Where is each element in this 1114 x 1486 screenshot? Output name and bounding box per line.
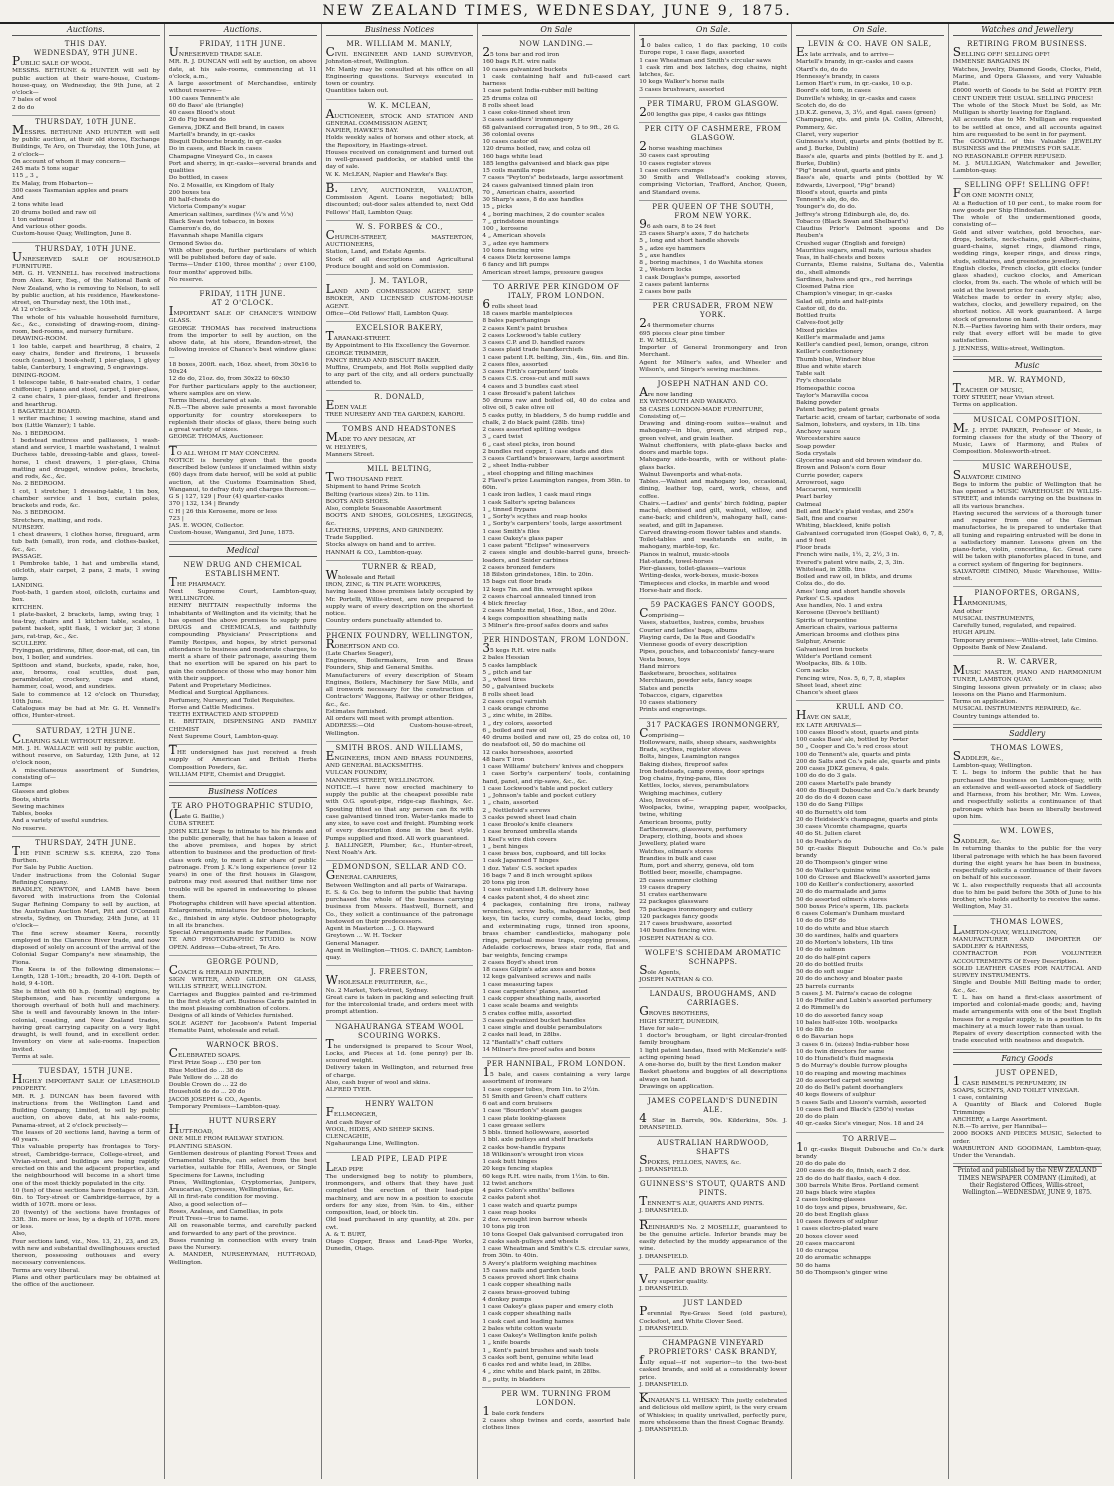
advertisement xyxy=(953,742,1102,825)
advertisement xyxy=(169,38,317,288)
ad-body: TEACHER OF MUSIC, TORY STREET, near Vivian street. Terms on application. xyxy=(952,380,1055,409)
ad-heading: KRULL AND CO. xyxy=(836,703,904,712)
advertisement xyxy=(482,38,630,281)
advertisement xyxy=(639,1337,787,1393)
advertisement xyxy=(325,180,474,221)
column-heading: On Sale. xyxy=(639,24,787,36)
ad-heading: THIS DAY. WEDNESDAY, 9TH JUNE. xyxy=(33,40,138,57)
advertisement xyxy=(169,1115,317,1270)
column xyxy=(322,24,479,1479)
advertisement xyxy=(326,100,474,183)
ad-heading: W. S. FORBES & CO., xyxy=(355,222,444,231)
ad-heading: TE ARO PHOTOGRAPHIC STUDIO, xyxy=(171,802,314,810)
ad-heading: TUESDAY, 15TH JUNE. xyxy=(38,1067,134,1075)
ad-body: SADDLER, &c. In returning thanks to the public for the very liberal patronage with which he has been favored during the eight years he has been in business, respectfully solicits a continuance of their favors on behalf of his successor. W. L. also respectfully requests that all accounts due to him be paid before the 30th of June to his brother, who holds authority to receive the same. Wellington, May 31. xyxy=(952,832,1102,911)
ad-heading: 59 PACKAGES FANCY GOODS, xyxy=(650,601,776,609)
ad-body: 10 qr.-casks Bisquit Dubouche and Co.'s dark brandy 20 do do pale do 200 cases do do do, finish, each 2 doz. 25 do do do half flasks, each 4 doz. 300 barrels White Bros. Portland cement 20 bags black wire staples 2 cases looking-glasses 10 do toys and pipes, brushware, &c. 20 do best English glass 10 cases flowers of sulphur 1 cases electro-plated ware 20 boxes clover seed 20 cases maccaroni 10 do curaçoa 20 do aromatic schnapps 50 do hams 50 do Thompson's ginger wine xyxy=(795,1139,944,1276)
advertisement xyxy=(639,98,787,123)
ad-body: PUBLIC SALE OF WOOL. MESSRS. BETHUNE & HUNTER will sell by public auction at their ware-house, Custom-house-quay, on Wednesday, the 9th June, at 2 o'clock— 7 bales of wool 2 do do xyxy=(12,54,160,111)
ad-body: SELLING OFF! SELLING OFF! IMMENSE BARGAINS IN Watches, Jewelry, Diamond Goods, Clocks, Field, Marine, and Opera Glasses, and very Valuable Plate. £6000 worth of Goods to be Sold at FORTY PER CENT UNDER THE USUAL SELLING PRICES! The whole of the Stock Must be Sold, as Mr. Mulligan is shortly leaving for England. All accounts due to Mr. Mulligan are requested to be settled at once, and all accounts against him are requested to be sent in for payment. The GOODWILL of this Valuable JEWELRY BUSINESS and the PREMISES FOR SALE. NO REASONABLE OFFER REFUSED. M. J. MULLIGAN, Watchmaker and Jeweller, Lambton-quay. xyxy=(952,45,1102,174)
advertisement xyxy=(639,988,787,1095)
column-heading: On Sale xyxy=(482,24,630,36)
advertisement xyxy=(12,1065,160,1292)
ad-body: 1 bale cork fenders 2 cases shop twines and cords, assorted bale clothes lines xyxy=(482,1403,631,1432)
advertisement xyxy=(326,423,474,463)
ad-body: Perennial Rye-Grass Seed (old pasture), Cocksfoot, and White Clover Seed. J. DRANSFIELD. xyxy=(639,1304,787,1332)
ad-body: 25 tons bar and rod iron 160 bags R.H. wire nails 10 cases galvanized buckets 1 cask containing half and full-cased cart harness 1 case patent India-rubber mill belting 25 drums colza oil 8 rolls sheet lead 1 case coke-tinned sheet iron 3 cases saddlers' ironmongery 68 galvanised corrugated iron, 5 to 9ft., 26 G. 36 colonial ovens 10 cases castor oil 120 drums boiled, raw, and colza oil 160 bags white lead 185 lengths galvanised and black gas pipe 15 coils manilla rope 7 cases "Peyton's" bedsteads, large assortment 24 cases galvanised tinned plain iron 70 „ American chairs, assorted 30 Sharp's axes, 8 do axe handles 15 „ picks 4 „ boring machines, 2 do counter scales 7 „ grindstone mountings 100 „ kerosene 4 „ American shovels 3 „ adze eye hammers 10 tons fencing wire 4 cases Dietz kerosene lamps 6 fancy and lift pumps American street lamps, pressure gauges xyxy=(482,45,631,276)
column-heading: Auctions. xyxy=(169,24,317,36)
ad-heading: SATURDAY, 12TH JUNE. xyxy=(35,726,136,735)
ad-heading: PHŒNIX FOUNDRY, WELLINGTON, xyxy=(326,631,473,640)
column-heading: Auctions. xyxy=(12,24,160,36)
ad-body: REINHARD'S No. 2 MOSELLE, guaranteed to be the genuine article. Inferior brands may be easily detected by the muddy appearance of the wine. J. DRANSFIELD. xyxy=(639,1217,787,1260)
ad-body: LEAD PIPE The undersigned beg to notify to plumbers, ironmongers, and others that they have just completed the erection of their lead-pipe machinery, and are now in a position to execute orders for any size, from ⅜in. to 4in., either composition, lead, or block tin. Old lead purchased in any quantity, at 20s. per cwt. A. & T. BURT, Otago Copper, Brass and Lead-Pipe Works, Dunedin, Otago. xyxy=(325,1159,474,1253)
ad-heading: MUSICAL COMPOSITION. xyxy=(973,415,1081,424)
advertisement xyxy=(169,559,317,746)
ad-heading: MR. WILLIAM M. MANLY, xyxy=(346,40,453,48)
advertisement xyxy=(639,378,787,599)
ad-body: Ex late arrivals, and to arrive— Martell's brandy, in qr.-casks and cases Otard's do, do do Hennessy's brandy, in cases Lemon Hart's rum, in qr.-casks, 10 o.p. Boord's old tom, in cases Dunville's whisky, in qr.-casks and cases Scotch do, do do J.D.K.Z. geneva, 3, 3½, and 4gal. cases (green) Champagne, qts. and pints (A. Collin, Albrecht, Pommery, &c. Claret, very superior Guinness's stout, quarts and pints (bottled by E. and J. Burke, Dublin) Bass's ale, quarts and pints (bottled by E. and J. Burke, Dublin) "Pig" brand stout, quarts and pints Bass's ale, quarts and pints (bottled by W. Edwards, Liverpool, "Pig" brand) Blood's stout, quarts and pints Tennent's ale, do, do. Younger's do, do do. Jeffrey's strong Edinburgh ale, do, do. Tobacco (Black Swan and Shelbard's) Claudius Prior's Delmont spoons and Do Reuben's Crushed sugar (English and foreign) Mauritius sugars, small mats, various shades Teas, in half-chests and boxes Currants, Eleme raisins, Sultana do., Valentia do., shell almonds Sardines, halves and qrs., red herrings Closmed Patna rice Champion's vinegar, in qr.-casks Salad oil, pints and half-pints Castor oil, do do. Bottled fruits Calves-foot jelly Mixed pickles Keiller's marmalade and jams Keiller's candied peel, lemon, orange, citron Keiller's confectionery Thumb blue, Windsor blue Blue and white starch Table salt Fry's chocolate Homeopathic cocoa Taylor's Maravilla cocoa Baking powder Patent barley, patent groats Tartaric acid, cream of tartar, carbonate of soda Salmon, lobsters, and oysters, in 1lb. tins Anchovy sauce Worcestershire sauce Soap powder Soda crystals Glycerine soap and old brown windsor do. Brown and Polson's corn flour Currie powder, capers Arrowroot, sago Maccaroni, vermicelli Pearl barley Oatmeal Bell and Black's plaid vestas, and 250's Salt, fine and coarse Whiting, blackleed, knife polish Galvanised corrugated iron (Gospel Oak), 6, 7, 8, and 9 feet Floor brads French wire nails, 1½, 2, 2½, 3 in. Evered's patent wire nails, 2, 3, 3in. Whitelead, in 28lb. tins Boiled and raw oil, in blkts, and drums Colza do., do do. Ames' long and short handle shovels Parkes' C.S. spades Axe handles, No. 1 and extra Kerosene (Devoe's brilliant) Spirits of turpentine American chairs, various patterns American brooms and clothes pins Sulphur, Arsenic Galvanised iron buckets Wilder's Portland cement Woolpacks, 8lb. & 10lb. Corn sacks Fencing wire, Nos. 5, 6, 7, 8, staples Sheet lead, sheet zinc Chance's sheet glass xyxy=(795,45,944,696)
advertisement xyxy=(953,414,1102,461)
advertisement xyxy=(953,374,1102,414)
ad-heading: JOSEPH NATHAN AND CO. xyxy=(657,380,769,388)
ad-body: fully equal—if not superior—to the two-best casked brands, and sold at a considerably lower price. J. DRANSFIELD. xyxy=(639,1353,787,1388)
ad-heading: SELLING OFF! SELLING OFF! xyxy=(964,181,1090,190)
column xyxy=(949,24,1106,1479)
ad-heading: MUSIC WAREHOUSE, xyxy=(982,462,1073,471)
advertisement xyxy=(326,322,474,391)
advertisement xyxy=(12,837,160,1065)
advertisement xyxy=(169,800,317,956)
ad-body: TENNENT'S ALE, QUARTS AND PINTS. J. DRANSFIELD. xyxy=(639,1194,765,1215)
ad-heading: NGAHAURANGA STEAM WOOL SCOURING WORKS. xyxy=(335,1022,464,1040)
ad-body: 96 ash oars, 8 to 24 feet 25 cases Sharp's axes, 7 do hatchets 5 „ long and short handle shovels 5 „ adze eye hammers 5 „ axe handles 8 „ boring machines, 1 do Washita stones 2 „ Western locks 1 cask Douglas's pumps, assorted 2 cases patent lanterns 2 cases bow pails xyxy=(639,216,763,295)
ad-heading: THOMAS LOWES, xyxy=(990,917,1064,926)
ad-body: HUTT-ROAD, ONE MILE FROM RAILWAY STATION. PLANTING SEASON. Gentlemen desirous of planting Forest Trees and Ornamental Shrubs, can select from the best varieties, suitable for Hills, Avenues, or Single Specimens for Lawns, including Pines, Wellingtonias, Cryptomerias, Junipers, Araucarias, Cypresses, Wellingtonias, &c. All in first-rate condition for moving. Also, a good selection of— Roses, Azaleas, and Camellias, in pots Fruit Trees—true to name. All on reasonable terms, and carefully packed and forwarded to any part of the province. Buses running in connection with every train pass the Nursery. A. MANDER, NURSERYMAN, HUTT-ROAD, Wellington. xyxy=(168,1122,317,1266)
advertisement xyxy=(326,1153,474,1257)
column xyxy=(792,24,949,1479)
advertisement xyxy=(326,463,474,561)
advertisement xyxy=(639,1265,787,1298)
ad-body: Are now landing EX WEYMOUTH AND WAIKATO. 58 CASES LONDON-MADE FURNITURE, Consisting of,— Drawing and dining-room suites—walnut and mahogany—in blue, green, and striped rep., green velvet, and grain leather. Walnut cheffoniers, with plate-glass backs and doors and marble tops. Mahogany side-boards, with or without plate-glass backs. Walnut Davenports and what-nots. Tables.—Walnut and mahogany loo, occasional, dining, leather top, card, work, chess, and coffee. Chairs.—Ladies' and gents' birch folding, papier maché, ebonised and gilt, walnut, willow, and cane-back; and children's, mahogany hall, cane-seated, and gilt in Japanese. Carved drawing-room flower tables and stands. Toilet-tables and washstands en suite, in mahogany, marble-top, &c. Pianos in walnut, music-stools Hat-stands, towel-horses Pier-glasses, toilet-glasses—various Writing-desks, work-boxes, music-boxes Timepieces and clocks, in marble and wood Horse-hair and flock. xyxy=(639,385,787,594)
ad-body: MADE TO ANY DESIGN, AT W. HELYER'S, Manners Street. xyxy=(325,430,416,458)
advertisement xyxy=(953,916,1102,1050)
ad-body: SPOKES, FELLOES, NAVES, &c. J. DRANSFIELD. xyxy=(639,1152,742,1173)
advertisement xyxy=(169,956,317,1039)
advertisement xyxy=(639,1217,787,1265)
ad-heading: SMITH BROS. AND WILLIAMS, xyxy=(335,743,464,752)
ad-body: HAVE ON SALE, EX LATE ARRIVALS— 100 cases Blood's stout, quarts and pints 100 casks Bass' ale, bottled by Porter 50 „ Cooper and Co.'s red cross stout 100 do Tennent's ale, quarts and pints 200 do Salts and Co.'s pale ale, quarts and pints 200 cases JDKZ geneva, 4 gals. 100 do do do 3 gals. 200 cases Martell's pale brandy 400 do Bisquit Dubouche and Co.'s dark brandy 20 do do do 4 dozen case 150 do do Sang Fillips 40 do Burnett's old tom 20 do Heidsieck's champagne, quarts and pints 30 cases Vicomte champagne, quarts 40 do St. Julien claret 10 do Peabler's do 50 qr.-casks Bisquit Dubouche and Co.'s pale brandy 20 do Thompson's ginger wine 50 do Walker's quinine wine 100 do Crosse and Blackwell's assorted jams 100 do Keiller's confectionery, assorted 20 do do marmalade and jams 50 do assorted oilmen's stores 500 boxes Price's sperm, 1lb. packets 6 cases Coleman's Dunham mustard 10 do do DSF do 10 do do white and blue starch 30 do sardines, halfs and quarters 20 do Morton's lobsters, 1lb tins 10 do do salmon 20 do do half-pint capers 20 do do bottled fruits 50 do do soft sugar 20 do do anchovy and bloater paste 25 barrels currants 5 cases J. M. Fairns's cacao de cologne 10 do Pfeifer and Lubin's assorted perfumery 2 do Rimmell's do 10 do do assorted fancy soap 10 bales half-size 10lb. woolpacks 10 do 8lb do 6 do Bavarian hops 3 cases 6 in. (sizes) India-rubber hose 10 do twin directors for same 10 do Hunsfield's fluid magnesia 5 do Murray's double furrow ploughs 10 do reaping and mowing machines 20 do assorted carpet sewing 20 do do Bell's patent doorhanglers 40 kegs flowers of sulphur 5 cases Sails and Lisson's varnish, assorted 10 cases Bell and Black's (250's) vestas 20 do do plain 40 qr.-casks Sice's vinegar, Nos. 18 and 24 xyxy=(795,708,944,1128)
ad-body: 35 kegs R.H. wire nails 2 bales Hessian 5 casks lampblack 5 „ pitch and tar 3 „ wheel tires 50 „ galvanised buckets 8 rolls sheet lead 2 cases copal varnish 1 cask orange chrome 3 „ zinc white, in 28lbs. 1 „ dry colors, assorted 6 „ boiled and raw oil 40 drums boiled and raw oil, 25 do colza oil, 10 do neatsfoot oil, 50 do machine oil 12 casks horseshoes, assorted 48 bars T iron 1 case Williams' butchers' knives and choppers 1 case Sorby's carpenters' tools, containing hand, panel, and rip-saws, &c., &c. 1 case Lockwood's table and pocket cutlery 1 „ Johnson's table and pocket cutlery 1 „ chain, assorted 2 „ Nettlefold's screws 3 casks pewed sheet lead chain 1 case Brooks's knife cleaners 1 case bronzed umbrella stands 1 Keel's wire dish covers 1 „ bent hinges 1 case brass box, cupboard, and till locks 1 cask Japanned T hinges 1 doz. Yates' C.S. socket spades 16 bags 7 and 8 inch wrought spikes 20 tons pig iron 1 case vulcanised I.R. delivery hose 4 casks patent shot, 4 do sheet zinc 4 packages, containing fire irons, railway wrenches, screw bolts, mahogany knobs, bed keys, tin tacks, curry combs, dead locks, gimp and exterminating rugs, tinned iron spoons, brass chamber candlesticks, mahogany pole rings, perpetual mouse traps, copying presses, Adelaide corkscrews, brass stair rods, flat and bar weights, fencing cramps 2 cases Boyd's sheet iron 18 cases Gilpin's adze axes and boxes 12 kegs galvanised screws and nails 1 case measuring tapes 1 case carpenters' planes, assorted 1 cask copper sheathing nails, assorted 1 case scale beams and weights 5 crates coffee mills, assorted 3 cases galvanized bucket handles 1 case single and double perambulators 2 casks nail lead, in 28lbs. 12 "Bantall's" chaff cutters 14 Milner's fire-proof safes and boxes xyxy=(482,641,631,1053)
ad-body: MESSRS. BETHUNE AND HUNTER will sell by public auction, at their old stores, Exchange Buildings, Te Aro, on Thursday, the 10th June, at 2 o'clock— On account of whom it may concern— 245 mats 5 tons sugar 115 „ 3 „ Ex Malay, from Hobarton— 300 cases Tasmanian apples and pears And 2 tons white lead 20 drums boiled and raw oil 1 ton oatmeal And various other goods. Custom-house Quay, Wellington, June 8. xyxy=(12,122,160,238)
ad-heading: PER TIMARU, FROM GLASGOW. xyxy=(647,99,779,108)
section-heading: Saddlery xyxy=(953,727,1102,740)
ad-body: TWO THOUSAND FEET. Shipment to hand Prime Scotch Belting (various sizes) 2in. to 11in. BOOTS AND SHOES. Also, complete Seasonable Assortment BOOTS AND SHOES, GOLOSHES, LEGGINGS, &c. LEATHERS, UPPERS, AND GRINDERY. Trade Supplied. Stocks always on hand and to arrive. HANNAH & CO., Lambton-quay. xyxy=(325,470,474,556)
ad-heading: HUTT NURSERY xyxy=(208,1117,277,1125)
ad-body: CHURCH-STREET, MASTERTON, AUCTIONEERS, Station, Land, and Estate Agents. Stock of all descriptions and Agricultural Produce bought and sold on Commission. xyxy=(325,227,474,270)
ad-body: 4 Star in Barrels, 90s. Kilderkins, 50s. J. DRANSFIELD. xyxy=(639,1111,787,1132)
advertisement xyxy=(953,825,1102,916)
ad-heading: WM. LOWES, xyxy=(1000,827,1055,835)
ad-heading: PER CRUSADER, FROM NEW YORK. xyxy=(652,302,774,320)
ad-body: (Late G. Baillie,) CUBA STREET. JOHN KELLY begs to intimate to his friends and the public generally, that he has taken a lease of the above premises, and hopes by strict attention to business and the production of first-class work only, to merit a fair share of public patronage. From J. K.'s long experience (over 12 years) in one of the first houses in Glasgow, patrons may rest assured that neither time nor trouble will be spared in endeavoring to please them. Photographs children will have special attention. Enlargements, miniatures for brooches, lockets, &c., finished in any style. Outdoor photography in all its branches. Special Arrangements made for Families. TE ARO PHOTOGRAPHIC STUDIO is NOW OPEN. Address—Cuba-street, Te Aro. xyxy=(168,807,317,951)
ad-heading: CHAMPAGNE VINEYARD PROPRIETORS' CASK BRANDY, xyxy=(648,1339,778,1356)
advertisement xyxy=(326,1021,474,1099)
advertisement xyxy=(796,1133,944,1281)
ad-heading: WARNOCK BROS. xyxy=(206,1041,279,1049)
ad-heading: TURNER & READ, xyxy=(362,562,437,571)
ad-heading: TO ARRIVE— xyxy=(842,1134,897,1143)
advertisement xyxy=(639,300,787,378)
ad-heading: JUST OPENED, xyxy=(996,1068,1059,1077)
ad-body: Very superior quality. J. DRANSFIELD. xyxy=(639,1271,708,1292)
ad-body: ENGINEERS, IRON AND BRASS FOUNDERS, AND GENERAL BLACKSMITHS. VULCAN FOUNDRY, MANNERS STREET, WELLINGTON. NOTICE.—I have now erected machinery to supply the public at the cheapest possible rate with O.G. spout-pipe, ridge-cap flashings, &c. Spouting fitted so that any person can fix with case galvanised tinned iron. Water-tanks made to any size, to save cost and freight. Plumbing work of every description done in the best style. Pumps supplied and fixed. All work guaranteed. J. BALLINGER, Plumber, &c., Hunter-street, Next Noah's Ark. xyxy=(325,748,474,856)
ad-heading: EXCELSIOR BAKERY, xyxy=(355,324,444,332)
ad-body: EDEN VALE TREE NURSERY AND TEA GARDEN, KARORI. xyxy=(325,397,465,418)
ad-heading: LEVIN & CO. HAVE ON SALE, xyxy=(808,40,932,48)
ad-body: 200 lengths gas pipe, 4 casks gas fittings xyxy=(639,104,767,119)
ad-heading: WOLFE'S SCHIEDAM AROMATIC SCHNAPPS. xyxy=(644,948,782,966)
masthead: NEW ZEALAND TIMES, WEDNESDAY, JUNE 9, 1875. xyxy=(0,0,1114,24)
ad-heading: JUST LANDED xyxy=(683,1299,743,1308)
ad-heading: FRIDAY, 11TH JUNE. AT 2 O'CLOCK. xyxy=(199,290,286,307)
ad-heading: TOMBS AND HEADSTONES xyxy=(342,425,457,434)
ad-body: AUCTIONEER, STOCK AND STATION AND GENERAL COMMISSION AGENT, NAPIER, HAWKE'S BAY. Holds weekly sales of horses and other stock, at the Repository, in Hastings-street. Houses received on consignment and turned out in well-grassed paddocks, or stabled until the day of sale. W. K. McLEAN, Napier and Hawke's Bay. xyxy=(325,106,474,178)
ad-heading: MR. W. RAYMOND, xyxy=(988,375,1066,384)
columns xyxy=(8,24,1106,1479)
ad-heading: J. FREESTON, xyxy=(370,968,429,977)
ad-body: THE PHARMACY. Next Supreme Court, Lambton-quay, WELLINGTON. HENRY BRITTAIN respectfully informs the inhabitants of Wellington and its vicinity, that he has opened the above premises to supply pure DRUGS and CHEMICALS, and faithfully compounding Physicians' Prescriptions and Family Recipes, and hopes, by strict personal attendance to business and moderate charges, to merit a share of their patronage, assuring them that no exertion will be spared on his part to gain the confidence of those who may honor him with their support. Patent and Proprietary Medicines. Medical and Surgical Appliances. Perfumery, Nursery, and Toilet Requisites. Horse and Cattle Medicines. TEETH EXTRACTED AND STOPPED H. BRITTAIN, DISPENSING AND FAMILY CHEMIST Next Supreme Court, Lambton-quay. xyxy=(168,574,317,740)
advertisement xyxy=(639,38,787,98)
advertisement xyxy=(326,275,474,322)
advertisement xyxy=(639,947,787,989)
advertisement xyxy=(639,1393,787,1437)
ad-body: Comprising— Vases, statuettes, lustres, combs, brushes Courier and ladies' bags, albums Playing cards, De la Rue and Goodall's Viennese goods of every description Pipes, pouches, and tobacconists' fancy-ware Vesta boxes, toys Hand mirrors Basketware, brooches, solitaires Merchiaum, powder sets, fancy soaps Slates and pencils Tobaccos, cigars, cigarettes 10 cases stationery Prints and engravings. xyxy=(639,606,775,714)
ad-body: KINAHAN'S LL WHISKY: This justly celebrated and delicious old mellow spirit, is the very cream of Whiskies; in quality unrivalled, perfectly pure, more wholesome than the finest Cognac Brandy. J. DRANSFIELD. xyxy=(639,1391,787,1433)
ad-body: Mr. J. HYDE PARKER, Professor of Music, is forming classes for the study of the Theory of Music, Laws of Harmony, and Rules of Composition. Molesworth-street. xyxy=(952,420,1102,456)
advertisement xyxy=(639,1297,787,1337)
advertisement xyxy=(639,123,787,201)
ad-body: Wholesale and Retail IRON, ZINC, & TIN PLATE WORKERS, having leased those premises lately occupied by Mr. Portelli, Willis-street, are now prepared to supply ware of every description on the shortest notice. Country orders punctually attended to. xyxy=(325,567,474,625)
ad-body: THE undersigned has just received a fresh supply of American and British Herbs Composition Powders, &c. WILLIAM FIFE, Chemist and Druggist. xyxy=(168,743,317,778)
ad-body: WHOLESALE FRUITERER, &c., No. 2 Market, York-street, Sydney. Great care is taken in packing and selecting fruit for the intercolonial trade, and orders meet with prompt attention. xyxy=(325,973,474,1016)
ad-body: GROVES BROTHERS, HIGH STREET, DUNEDIN, Have for sale— 1 doctor's brougham, or light circular-fronted family brougham 1 light patent landau, fixed with McKenzie's self-acting opening head A one-horse do, built by the first London maker Basket phaetons and buggies of all descriptions always on hand. Drawings on application. xyxy=(639,1004,787,1090)
advertisement xyxy=(953,656,1102,725)
advertisement xyxy=(326,861,474,966)
section-heading: Business Notices xyxy=(169,785,317,798)
ad-heading: MILL BELTING, xyxy=(367,465,432,473)
advertisement xyxy=(953,1067,1102,1165)
ad-heading: RETIRING FROM BUSINESS. xyxy=(967,40,1088,48)
advertisement xyxy=(12,725,160,837)
advertisement xyxy=(796,701,944,1132)
ad-body: 24 thermometer churns 695 pieces clear pine timber E. W. MILLS, Importer of General Ironmongery and Iron Merchant. Agent for Milner's safes, and Wheeler and Wilson's, and Singer's sewing machines. xyxy=(639,316,787,373)
ad-body: TO ALL WHOM IT MAY CONCERN. NOTICE is hereby given that the goods described below (unless if unclaimed within sixty (60) days from date hereof, will be sold at public auction, at the Customs Examination Shed, Wanganui, to defray duty and charges thereon:— G S | 127, 129 | Four (4) quarter-casks 370 | 132, 134 | Brandy C H | 26 this Kerosene, more or less 723 | JAS. E. WOON, Collector. Custom-house, Wanganui, 3rd June, 1875. xyxy=(168,443,317,537)
ad-heading: TO ARRIVE PER KINGDOM OF ITALY, FROM LONDON. xyxy=(493,282,620,300)
ad-body: MUSIC MASTER, PIANO AND HARMONIUM TUNER, LAMBTON QUAY. Singing lessons given privately or in class; also lessons on the Piano and Harmonium. Terms on application. MUSICAL INSTRUMENTS REPAIRED, &c. Country tunings attended to. xyxy=(952,663,1102,720)
advertisement xyxy=(953,38,1102,179)
advertisement xyxy=(482,1058,630,1388)
advertisement xyxy=(639,1178,787,1220)
ad-heading: NOW LANDING.— xyxy=(519,40,594,48)
ad-body: 15 bale, and cases containing a very large assortment of ironware 1 case copper tubes, from 1in. to 2½in. 51 Smith and Green's chaff cutters 6 oat and corn bruisers 1 case "Bourdon's" steam gauges 1 case plate looking-glasses 1 case grease sellers 5 bbls. tinned hollowware, assorted 1 bbl. axle pulleys and shelf brackets 2 casks bow-handle frypans 18 Wilkinson's wrought iron vices 1 cask butt hinges 20 kegs fencing staples 60 kegs R.H. wire nails, from 1½in. to 6in. 12 twist anchors 4 pairs Colon's smiths' bellows 2 casks patent shot 1 case watch and quartz pumps 1 case reap hooks 2 doz. wrought iron barrow wheels 10 tons pig iron 10 tons Gospel Oak galvanised corrugated iron 2 casks sash-pulleys and wheels 1 case Wheatman and Smith's C.S. circular saws, from 30in. to 40in. 5 Avery's platform weighing machines 15 cases nails and garden tools 5 cases proved short link chains 1 cask copper sheathing nails 2 cases brass-grooved tubing 4 donkey pumps 1 case Oakey's glass paper and emery cloth 1 cask copper sheathing nails 1 cask cast and leading hames 2 bales white cotton waste 1 case Oakey's Wellington knife polish 1 „ knife boards 1 „ Kent's paint brushes and sash tools 3 casks soft bent, genuine white lead 6 casks red and white lead, in 28lbs. 4 „ zinc white and black paint, in 28lbs. 8 „ putty, in bladders xyxy=(482,1065,631,1383)
ad-heading: PIANOFORTES, ORGANS, xyxy=(974,589,1080,598)
ad-heading: HENRY WALTON xyxy=(365,1100,434,1109)
advertisement xyxy=(326,391,474,424)
ad-heading: THOMAS LOWES, xyxy=(990,743,1064,752)
advertisement xyxy=(168,443,317,542)
advertisement xyxy=(639,1095,787,1137)
ad-heading: PER WM. TURNING FROM LONDON. xyxy=(501,1389,612,1407)
section-heading: Music xyxy=(953,359,1102,372)
ad-body: CIVIL ENGINEER AND LAND SURVEYOR, Johnston-street, Wellington. Mr. Manly may be consulted at his office on all Engineering questions. Surveys executed in town or country. Quantities taken out. xyxy=(325,45,474,95)
ad-body: UNRESERVED SALE OF HOUSEHOLD FURNITURE. MR. G. H. VENNELL has received instructions from Alex. Kerr, Esq., of the National Bank of New Zealand, who is removing to Nelson, to sell by public auction, at his residence, Hawkestone-street, on Thursday next, the 10th inst., At 12 o'clock— The whole of his valuable household furniture, &c., &c., consisting of drawing-room, dining-room, bed-rooms, and nursery furniture. DRAWING-ROOM. 1 loo table, carpet and hearthrug, 8 chairs, 2 easy chairs, fender and fireirons, 1 brussels couch (canoe), 1 book-shelf, 1 pier-glass, 1 glyey table, Canterbury, 1 engraving, 5 engravings. DINING-ROOM. 1 telescope table, 6 hair-seated chairs, 1 cedar chiffonier, 1 piano and stool, carpet, 1 pier-glass, 2 cane chairs, 1 pier-glass, fender and fireirons and hearthrug. 1 BAGATELLE BOARD. 1 writer machine; 1 sewing machine, stand and box (Little Wanzer); 1 table. No. 1 BEDROOM. 1 bedstead mattress and palliasses, 1 wash-stand and service, 1 marble washstand, 1 walnut Duchess table, dressing-table and glass, towel-horse, 1 chest drawers, 1 pier-glass, China matting and drugget, window poles, brackets, and rods, &c., &c. No. 2 BEDROOM. 1 cot, 1 stretcher, 1 dressing-table, 1 tin box, chamber service and 1 box, curtain poles, brackets and rods, &c. No. 3 BEDROOM. Stretchers, matting, and rods. NURSERY. 1 chest drawers, 1 clothes horse, fireguard, arm tub bath (small), iron rods, and clothes-basket, &c., &c. PASSAGE. 1 Pembroke table, 1 hat and umbrella stand, oilcloth, stair carpet, 2 pans, 2 mats, 1 swing lamp. LANDING. Foot-bath, 1 garden stool, oilcloth, curtains and box. KITCHEN. 1 plate-basket, 2 brackets, lamp, swing tray, 1 tea-tray, chairs and 1 kitchen table, scales, 1 patent basket, split flask, 1 wicker jar, 3 stone jars, rat-trap, &c., &c. SCULLERY. Fryingpan, gridirons, filter, door-mat, oil can, tin box, 1 boiler, and sundries. Spittoon and stand, buckets, spade, rake, hoe, axe, brooms, coal scuttles, dust pan, perambulator, crockery, cups and stand, hammer, coal, wood, and sundries. Sale to commence at 12 o'clock on Thursday, 10th June. Catalogues may be had at Mr. G. H. Vennell's office, Hunter-street. xyxy=(12,249,160,720)
column xyxy=(8,24,165,1479)
ad-heading: PER HINDOSTAN, FROM LONDON. xyxy=(483,636,629,644)
advertisement xyxy=(169,1039,317,1115)
ad-body: LAMBTON-QUAY, WELLINGTON, MANUFACTURER AND IMPORTER OF SADDLERY & HARNESS, CONTRACTOR FOR VOLUNTEER ACCOUTREMENTS Of Every Description. SOLID LEATHER CASES FOR NAUTICAL AND SURVEY INSTRUMENTS. Single and Double Mill Belting made to order, &c., &c. T. L. has on hand a first-class assortment of imported and colonial-made goods; and, having made arrangements with one of the best English houses for a regular supply, is in a position to fix machinery at a much lower rate than usual. Repairs of every description connected with the trade executed with neatness and despatch. xyxy=(952,922,1102,1045)
ad-heading: PER CITY OF CASHMERE, FROM GLASGOW. xyxy=(644,125,782,142)
ad-body: SADDLER, &c., Lambton-quay, Wellington. T. L. begs to inform the public that he has purchased the business on Lambton-quay, with an extensive and well-assorted stock of Saddlery and Harness, from his brother, Mr. Wm. Lowes, and respectfully solicits a continuance of that patronage which has been so liberally bestowed upon him. xyxy=(952,748,1102,820)
ad-body: B. LEVY, AUCTIONEER, VALUATOR, Commission Agent. Loans negotiated; bills discounted; out-door sales attended to, next Odd Fellows' Hall, Lambton Quay. xyxy=(325,180,474,216)
advertisement xyxy=(169,288,317,446)
ad-heading: THURSDAY, 10TH JUNE. xyxy=(35,244,137,253)
ad-heading: R. DONALD, xyxy=(374,392,425,401)
ad-body: SALVATORE CIMINO Begs to inform the public of Wellington that he has opened a MUSIC WAREHOUSE IN WILLIS-STREET, and intends carrying on the business in all its various branches. Having secured the services of a thorough tuner and repairer from one of the German manufactories, he is prepared to undertake that all tuning and repairing entrusted will be done in a satisfactory manner. Lessons given on the piano-forte, violin, concertina, &c. Great care will be taken with pianofortes placed in tune, and a correct system of fingering for beginners. SALVATORE CIMINO, Music Warehouse, Willis-street. xyxy=(952,467,1102,582)
advertisement xyxy=(326,1098,474,1152)
advertisement xyxy=(482,634,630,1058)
ad-heading: PER HANNIBAL, FROM LONDON. xyxy=(486,1060,626,1068)
advertisement xyxy=(326,742,474,862)
ad-body: CLEARING SALE WITHOUT RESERVE. MR. J. H. WALLACE will sell by public auction, without reserve, on Saturday, 12th June, at 12 o'clock noon, A miscellaneous assortment of Sundries, consisting of— Lamps Glasses and globes Boots, shirts Sewing machines Tables, books And a variety of useful sundries. No reserve. xyxy=(12,731,160,832)
advertisement xyxy=(639,719,787,947)
ad-body: The undersigned is prepared to Scour Wool, Locks, and Pieces at 1d. (one penny) per lb. scoured weight. Delivery taken in Wellington, and returned free of charge. Also, cash buyer of wool and skins. ALFRED TYER. xyxy=(325,1036,474,1093)
ad-body: UNRESERVED TRADE SALE. MR. R. J. DUNCAN will sell by auction, on above date, at his sale-rooms, commencing at 11 o'clock, a.m., A large assortment of Merchandise, entirely without reserve— 100 cases Tennent's ale 60 do Bass' ale (triangle) 40 cases Blood's stout 20 do Fig brand do Geneva, JDKZ and Bell brand, in cases Martell's brandy, in qr.-casks Bisquit Dubouche brandy, in qr.-casks Do in cases, and Black in cases Champagne Vineyard Co., in cases Port and sherry, in qr.-casks—several brands and qualities Do bottled, in cases No. 2 Mosaille, ex Kingdom of Italy 200 boxes tea 80 half-chests do Victoria Company's sugar American saltines, sardines (¼'s and ½'s) Black Swan twist tobacco, in boxes Cameron's do, do Havannah shape Manilla cigars Ormond Swiss do. With other goods, further particulars of which will be published before day of sale. Terms—Under £100, three months' ; over £100, four months' approved bills. No reserve. xyxy=(168,45,317,283)
column xyxy=(478,24,635,1479)
ad-heading: GEORGE POUND, xyxy=(206,957,279,966)
column xyxy=(165,24,322,1479)
advertisement xyxy=(482,281,630,634)
ad-body: CELEBRATED SOAPS. First Prize Soap ... £50 per ton Blue Mottled do ... 38 do Pale Yellow do ... 28 do Double Crown do ... 22 do Household do do ... 20 do JACOB JOSEPH & CO., Agents. Temporary Premises—Lambton-quay. xyxy=(168,1046,281,1110)
column-heading: Business Notices xyxy=(326,24,474,36)
ad-body: Sole Agents, JOSEPH NATHAN & CO. xyxy=(639,962,714,983)
advertisement xyxy=(326,561,474,630)
ad-body: IMPORTANT SALE OF CHANCE'S WINDOW GLASS. GEORGE THOMAS has received instructions from the importer to sell by auction, on the above date, at his store, Brandon-street, the following invoice of Chance's best window glass:— 18 boxes, 200ft. each, 16oz. sheet, from 30x16 to 50x24 12 do do, 21oz. do, from 30x22 to 60x30 For further particulars apply to the auctioneer, where samples are on view. Terms liberal, declared at sale. N.B.—The above sale presents a most favorable opportunity for country storekeepers to replenish their stocks of glass, there being such a great variety of sizes. GEORGE THOMAS, Auctioneer. xyxy=(168,304,317,441)
ad-heading: AUSTRALIAN HARDWOOD, SHAFTS xyxy=(657,1138,770,1156)
advertisement xyxy=(326,38,474,100)
ad-heading: 317 PACKAGES IRONMONGERY, xyxy=(646,720,780,729)
ad-heading: R. W. CARVER, xyxy=(996,658,1058,666)
advertisement xyxy=(326,966,474,1020)
column xyxy=(635,24,792,1479)
ad-body: THE FINE SCREW S.S. KEERA, 220 Tons Burthen. For Sale by Public Auction. Under instructions from the Colonial Sugar Refining Company. BRADLEY, NEWTON, and LAMB have been favored with instructions from the Colonial Sugar Refining Company to sell by auction, at the Australian Auction Mart, Pitt and O'Connell streets, Sydney, on Thursday, 24th June, at 11 o'clock— The fine screw steamer Keera, recently employed in the Clarence River trade, and now disposed of solely on account of the arrival of the Colonial Sugar Company's new steamship, the Fiona. The Keera is of the following dimensions:—Length, 128 1-10ft.; breadth, 20 4-10ft. Depth of hold, 9 4-10ft. She is fitted with 60 h.p. (nominal) engines, by Stephenson, and has recently undergone a thorough overhaul of both hull and machinery. She is well and favourably known in the inter-colonial, coasting, and New Zealand trades, having great carrying capacity on a very light draught, is well found, and in excellent order. Inventory on view at sale-rooms. Inspection invited. Terms at sale. xyxy=(12,843,160,1060)
advertisement xyxy=(12,38,160,116)
ad-heading: PALE AND BROWN SHERRY. xyxy=(654,1266,772,1275)
ad-body: FOR ONE MONTH ONLY, At a Reduction of 10 per cent., to make room for new goods per Ship Hindostan. The whole of the undermentioned goods, consisting of— Gold and silver watches, gold brooches, ear-drops, lockets, neck-chains, gold Albert-chains, guard-chains, signet rings, diamond rings, wedding rings, keeper rings, and dress rings, studs, solitaires, and greenstone jewellery. English clocks, French clocks, gilt clocks (under glass shades), cuckoo clocks, and American clocks, from 9s. each. The whole of which will be sold at the lowest price for cash. Watches made to order in every style; also, watches, clocks, and jewellery repaired, on the shortest notice. All work guaranteed. A large stock of greenstone on hand. N.B.—Parties favoring him with their orders, may rely that every effort will be made to give satisfaction. J. JENNESS, Willis-street, Wellington. xyxy=(952,186,1102,352)
ad-body: ROBERTSON AND CO. (Late Charles Seager), Engineers, Boilermakers, Iron and Brass Founders, Ship and General Smiths. Manufacturers of every description of Steam Engines, Boilers, Machinery for Saw Mills, and all ironwork necessary for the construction of Contractors' Waggons, Railway or other Bridges, &c., &c. Estimates furnished. All orders will meet with prompt attention. ADDRESS:—Old Custom-house-street, Wellington. xyxy=(325,636,474,737)
ad-body: HIGHLY IMPORTANT SALE OF LEASEHOLD PROPERTY. MR. R. J. DUNCAN has been favored with instructions from the Wellington Land and Building Company, Limited, to sell by public auction, on above date, at his sale-rooms, Panama-street, at 2 o'clock precisely— The leases of 20 sections land, having a term of 40 years. This valuable property has frontages to Tory-street, Cambridge-terrace, College-street, and Vivian-street, and buildings are being rapidly erected on this and the adjacent properties, and the neighbourhood will become in a short time one of the most thickly populated in the city. 10 (ten) of these sections have frontages of 33ft. 6in. to Tory-street or Cambridge-terrace, by a width of 107ft. more or less. 20 (twenty) of the sections have frontages of 33ft. 3in. more or less, by a depth of 107ft. more or less. Also, Four sections land, viz., Nos. 13, 21, 23, and 25, with new and substantial dwellinghouses erected thereon, possessing outhouses and every necessary conveniences. Terms are very liberal. Plans and other particulars may be obtained at the office of the auctioneer. xyxy=(12,1072,160,1288)
advertisement xyxy=(639,599,787,719)
ad-body: FELLMONGER, And cash Buyer of WOOL, HIDES, AND SHEEP SKINS. CLENCAGHIE, Ngahauranga Line, Wellington. xyxy=(325,1105,435,1148)
advertisement xyxy=(169,745,317,783)
ad-heading: EDMONDSON, SELLAR AND CO. xyxy=(332,863,467,872)
ad-heading: FRIDAY, 11TH JUNE. xyxy=(199,40,286,48)
ad-body: COACH & HERALD PAINTER, SIGN WRITER, AND GILDER ON GLASS, WILLIS STREET, WELLINGTON. Carriages and Buggies painted and re-trimmed in the first style of art. Business Cards painted in the most pleasing combination of colors. Designs of all kinds of Vehicles furnished. SOLE AGENT for Jacobson's Patent Imperial Hematite Paint, wholesale and retail. xyxy=(168,962,317,1034)
advertisement xyxy=(796,38,944,701)
ad-heading: NEW DRUG AND CHEMICAL ESTABLISHMENT. xyxy=(183,560,302,578)
advertisement xyxy=(326,630,474,742)
ad-heading: J. M. TAYLOR, xyxy=(370,277,429,285)
advertisement xyxy=(12,116,160,243)
section-heading: Medical xyxy=(169,544,317,557)
ad-heading: LEAD PIPE, LEAD PIPE xyxy=(351,1154,448,1163)
ad-heading: GUINNESS'S STOUT, QUARTS AND PINTS. xyxy=(640,1180,787,1197)
ad-body: GENERAL CARRIERS, Between Wellington and all parts of Wairarapa. E. S. & Co. beg to inform the public that having purchased the whole of the business carrying business from Messrs. Hastwell, Burnett, and Co., they solicit a continuance of the patronage bestowed on their predecessors. Agent in Masterton ... J. O. Hayward Greytown ... W. H. Tocker General Manager. Agent in Wellington—THOS. C. DARCY, Lambton-quay. xyxy=(325,868,474,961)
advertisement xyxy=(12,243,160,725)
imprint: Printed and published by the NEW ZEALAND TIMES NEWSPAPER COMPANY (Limited), at their Registered Offices, Willis-street, Wellington.—WEDNESDAY, JUNE 9, 1875. xyxy=(953,1166,1102,1196)
advertisement xyxy=(639,1137,787,1179)
advertisement xyxy=(326,221,474,275)
ad-body: TARANAKI-STREET. By Appointment to His Excellency the Governor. GEORGE TRIMMER, FANCY BREAD AND BISCUIT BAKER. Muffins, Crumpets, and Hot Rolls supplied daily to any part of the city, and all orders punctually attended to. xyxy=(325,329,474,386)
advertisement xyxy=(639,201,787,301)
ad-body: LAND AND COMMISSION AGENT, SHIP BROKER, AND LICENSED CUSTOM-HOUSE AGENT. Office—Old Fellows' Hall, Lambton Quay. xyxy=(325,282,474,317)
ad-body: Comprising— Hollowware, nails, sheep shears, sashweights Brads, scythes, register stoves Bolts, hinges, Leamington ranges Baking dishes, fireproof safes Iron bedsteads, camp ovens, door springs Dog chains, frying-pans, files Kettles, locks, sieves, perambulators Weighing machines, cutlery Also, Invoices of— Woolpacks, twine, wrapping paper, woolpacks, twine, whiting American brooms, putty Earthenware, glassware, perfumery Drapery, clothing, boots and shoes Jewellery, plated ware Watches, oilman's stores Brandies in bulk and case Rum, port and sherry, geneva, old tom Bottled beer, moselle, champagne. 25 cases summer clothing 19 cases drapery 51 crates earthenware 22 packages glassware 75 packages ironmongery and cutlery 120 packages fancy goods 217 cases brushware, assorted 140 bundles fencing wire. JOSEPH NATHAN & CO. xyxy=(639,725,787,942)
ad-body: 10 bales calico, 1 do flax packing, 10 coils Europe rope, 1 case flags, assorted 1 case Wheatman and Smith's circular saws 1 cask rim and box latches, dog chains, night latches, &c. 10 kegs Walker's horse nails 3 cases brushware, assorted xyxy=(639,36,787,93)
ad-heading: JAMES COPELAND'S DUNEDIN ALE. xyxy=(648,1097,779,1114)
advertisement xyxy=(953,587,1102,656)
ad-body: 6 rolls sheet lead 18 cases marble mantelpieces 8 bales paperhangings 2 cases Kent's paint brushes 2 cases Lockwood's table cutlery 3 cases C.P. and D. handled razors 3 cases plaid trade handkerchiefs 1 case patent I.R. belting, 3in., 4in., 6in. and 8in. 2 cases files, assorted 3 cases Firth's carpenters' tools 5 cases C.S. cross-cut and mill saws 4 cases and 3 bundles cast steel 1 case Brosaid's patent latches 50 drums raw and boiled oil, 40 do colza and olive oil, 5 cake olive oil 5 casks putty, in bladders, 5 do hump ruddle and chalk, 2 do black paint (28lb. tins) 2 cases assorted spliting wedges 3 „ card twist 6 „ cast steel picks, iron bound 2 bundles red copper, 1 case studs and dies 3 cases Cartland's brassware, large assortment 2 „ sheet India-rubber „ steel chopping and filling machines 2 Flavel's prize Leamington ranges, from 36in. to 60in. 1 cask iron ladles, 1 cask maul rings 1 cask Salter's spring balances 1 „ tinned frypans 1 „ Sorby's scythes and reap hooks 1 „ Sorby's carpenters' tools, large assortment 1 case Smith's files 1 case Oakey's glass paper 1 case patent "Eclipse" wineservers 2 cases single and double-barrel guns, breech-loaders, and Snider carbines 2 cases bronzed fenders 18 Bilston grindstones, 18in. to 20in. 15 bags cut floor brads 12 kegs 7in. and 8in. wrought spikes 2 cases charcoal annealed tinned iron 4 blick fireclay 2 cases Muntz metal, 16oz., 18oz., and 20oz. 4 kegs composition sheathing nails 3 Milner's fire-proof safes doors and safes xyxy=(482,296,631,629)
ad-heading: LANDAUS, BROUGHAMS, AND CARRIAGES. xyxy=(649,990,777,1008)
column-heading: Watches and Jewellery xyxy=(953,24,1102,36)
column-heading: On Sale. xyxy=(796,24,944,36)
ad-heading: PER QUEEN OF THE SOUTH, FROM NEW YORK. xyxy=(652,202,774,220)
ad-body: HARMONIUMS, And other MUSICAL INSTRUMENTS, Carefully tuned, regulated, and repaired. HUGH APLIN. Temporary premises:—Willis-street, late Cimino. Opposite Bank of New Zealand. xyxy=(952,594,1098,651)
ad-heading: W. K. MCLEAN, xyxy=(367,101,432,110)
advertisement xyxy=(953,461,1102,588)
section-heading: Fancy Goods xyxy=(953,1052,1102,1065)
ad-heading: THURSDAY, 10TH JUNE. xyxy=(35,117,137,126)
ad-heading: THURSDAY, 24TH JUNE. xyxy=(35,838,137,847)
ad-body: 1 CASE RIMMEL'S PERFUMERY, IN SOAPS, SCENTS, AND TOILET VINEGAR. 1 case, containing A Quantity of Black and Colored Bugle Trimmings ARCHERY, a Large Assortment. N.B.—To arrive, per Hannibal— 2000 BOOKS AND PIECES MUSIC, Selected to order. WARBURTON AND GOODMAN, Lambton-quay, Under the Verandah. xyxy=(952,1073,1102,1159)
ad-body: 2 horse washing machines 30 cases cast sprouting 10 cases register stoves 1 case ceilers cramps 30 Smith and Wellstead's cooking stoves, comprising Victorian, Trafford, Anchor, Queen, and Standard ovens. xyxy=(639,139,787,196)
advertisement xyxy=(953,179,1102,357)
advertisement xyxy=(482,1388,630,1436)
